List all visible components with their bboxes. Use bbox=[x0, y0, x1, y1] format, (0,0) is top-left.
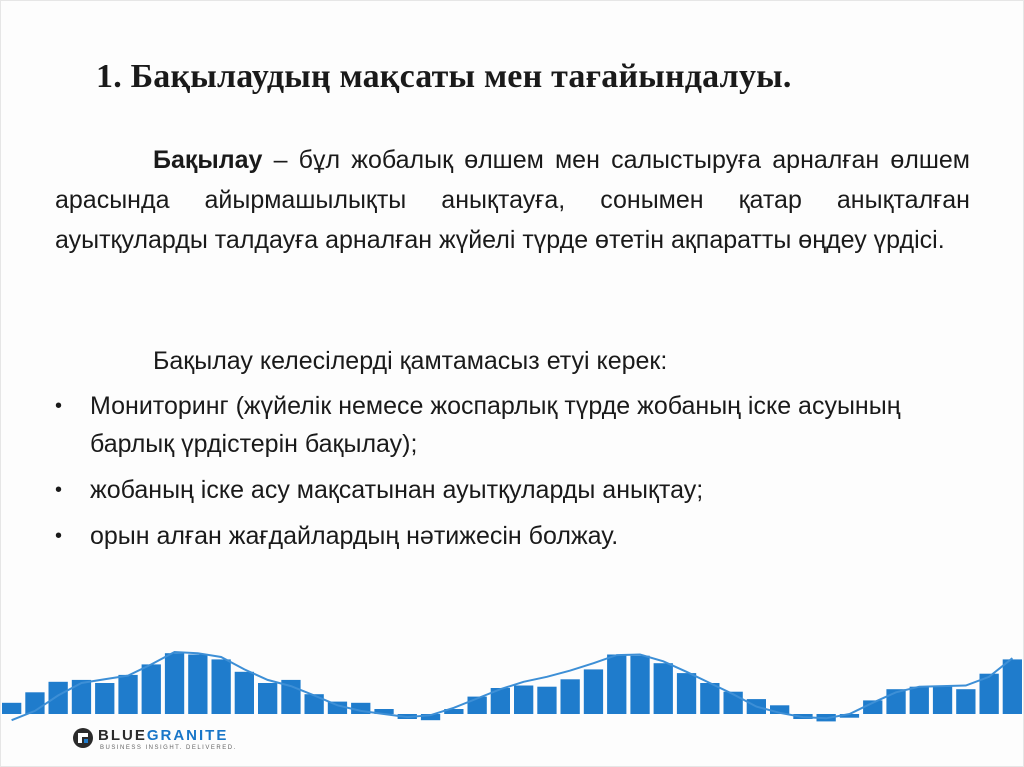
bullet-text: жобаның іске асу мақсатынан ауытқуларды анықтау; bbox=[90, 476, 704, 504]
bullet-text: Мониторинг (жүйелік немесе жоспарлық түрде жобаның іске асуының барлық үрдістерін бақылау); bbox=[90, 392, 901, 458]
bullet-item bbox=[55, 471, 975, 509]
decor-bar bbox=[235, 672, 254, 714]
decor-bar bbox=[537, 687, 556, 714]
logo-mark-icon bbox=[72, 727, 94, 749]
bullet-item bbox=[55, 387, 975, 463]
decor-bar bbox=[607, 655, 626, 715]
decor-line bbox=[12, 652, 1013, 720]
decor-bar bbox=[1003, 659, 1022, 714]
decor-bar bbox=[933, 686, 952, 715]
definition-text: – бұл жобалық өлшем мен салыстыруға арналған өлшем арасында айырмашылықты анықтауға, сонымен қатар анықталған ауытқуларды талдауға арналған жүйелі түрде өтетін ақпаратты өңдеу үрдісі. bbox=[55, 146, 970, 254]
definition-term: Бақылау bbox=[153, 146, 263, 174]
bullet-text: орын алған жағдайлардың нәтижесін болжау. bbox=[90, 522, 619, 550]
brand-logo bbox=[72, 727, 272, 757]
decor-bar bbox=[514, 686, 533, 715]
decor-bar bbox=[118, 675, 137, 714]
bullet-icon: • bbox=[55, 395, 63, 417]
decor-bar bbox=[72, 680, 91, 714]
decor-bar bbox=[2, 703, 21, 714]
decor-bar bbox=[95, 683, 114, 714]
decor-bar bbox=[258, 683, 277, 714]
decor-bar bbox=[700, 683, 719, 714]
logo-word-granite: GRANITE bbox=[146, 727, 229, 744]
decor-bar bbox=[561, 679, 580, 714]
decor-bar bbox=[212, 659, 231, 714]
bullet-item bbox=[55, 517, 975, 555]
decor-bar bbox=[188, 655, 207, 715]
decor-bar bbox=[910, 687, 929, 714]
decor-bar bbox=[49, 682, 68, 714]
decor-bar bbox=[584, 669, 603, 714]
logo-word-blue: BLUE bbox=[98, 727, 147, 744]
decor-bar bbox=[956, 689, 975, 714]
logo-tagline: BUSINESS INSIGHT. DELIVERED. bbox=[100, 745, 237, 751]
bullet-icon: • bbox=[55, 525, 63, 547]
decor-bar bbox=[630, 656, 649, 714]
bullet-list bbox=[55, 387, 975, 563]
slide-title: 1. Бақылаудың мақсаты мен тағайындалуы. bbox=[96, 58, 792, 95]
decor-bar bbox=[142, 664, 161, 714]
bullets-intro: Бақылау келесілерді қамтамасыз етуі керек: bbox=[153, 347, 668, 375]
bullet-icon: • bbox=[55, 479, 63, 501]
decor-bar bbox=[654, 663, 673, 714]
logo-wordmark bbox=[98, 727, 228, 744]
definition-paragraph bbox=[55, 140, 970, 260]
decor-bar bbox=[165, 653, 184, 714]
decor-bar bbox=[677, 673, 696, 714]
